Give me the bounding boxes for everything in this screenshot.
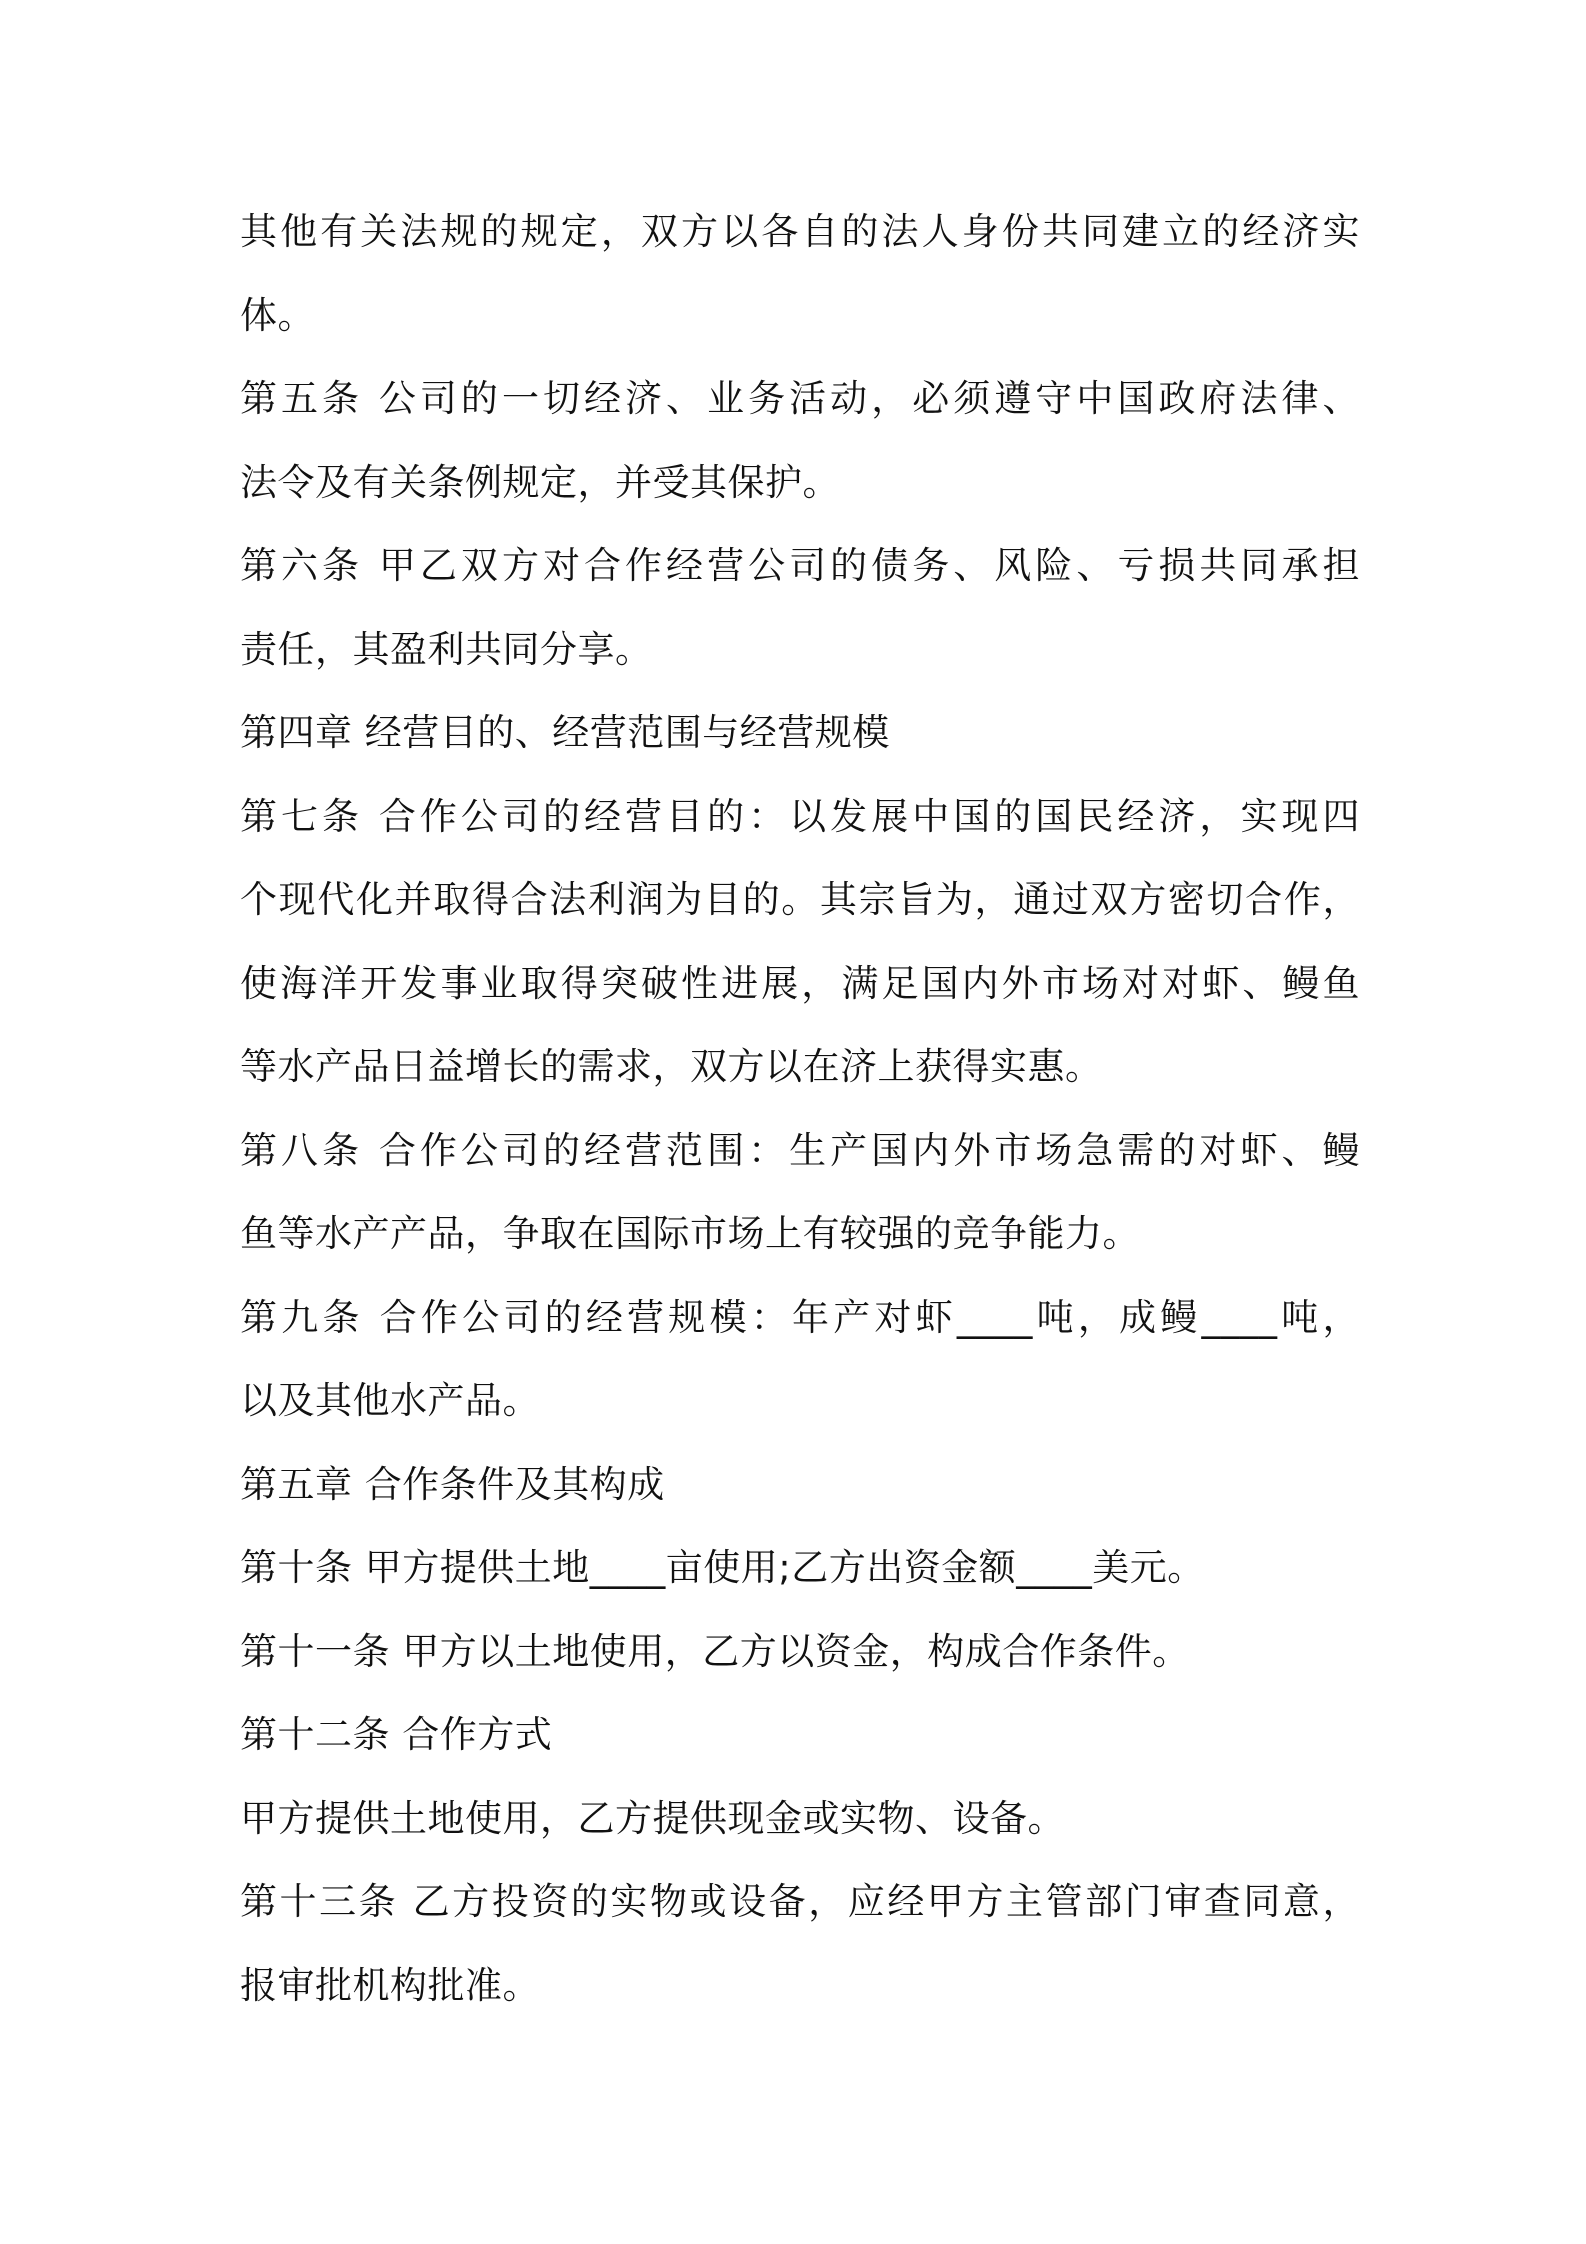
text-line: 报审批机构批准。: [240, 1963, 540, 2007]
text-line: 鱼等水产产品，争取在国际市场上有较强的竞争能力。: [240, 1212, 1140, 1255]
chapter-5-heading: 第五章 合作条件及其构成: [240, 1462, 665, 1506]
article-13-line: 第十三条 乙方投资的实物或设备，应经甲方主管部门审查同意，: [240, 1880, 1360, 1923]
text-line: 甲方提供土地使用，乙方提供现金或实物、设备。: [240, 1796, 1065, 1840]
text-line: 法令及有关条例规定，并受其保护。: [240, 460, 840, 504]
article-5-line: 第五条 公司的一切经济、业务活动，必须遵守中国政府法律、: [240, 377, 1360, 420]
document-body: [240, 190, 1360, 2027]
article-8-line: 第八条 合作公司的经营范围：生产国内外市场急需的对虾、鳗: [240, 1128, 1360, 1172]
text-line: 其他有关法规的规定，双方以各自的法人身份共同建立的经济实: [240, 210, 1360, 253]
text-line: 以及其他水产品。: [240, 1379, 540, 1422]
chapter-4-heading: 第四章 经营目的、经营范围与经营规模: [240, 711, 890, 754]
article-10-line: 第十条 甲方提供土地____亩使用;乙方出资金额____美元。: [240, 1546, 1205, 1589]
article-12-line: 第十二条 合作方式: [240, 1713, 553, 1756]
article-7-line: 第七条 合作公司的经营目的：以发展中国的国民经济，实现四: [240, 794, 1360, 838]
article-11-line: 第十一条 甲方以土地使用，乙方以资金，构成合作条件。: [240, 1629, 1190, 1673]
article-6-line: 第六条 甲乙双方对合作经营公司的债务、风险、亏损共同承担: [240, 544, 1360, 587]
text-line: 个现代化并取得合法利润为目的。其宗旨为，通过双方密切合作，: [240, 878, 1360, 921]
text-line: 体。: [240, 293, 315, 337]
text-line: 责任，其盈利共同分享。: [240, 627, 653, 671]
text-line: 等水产品日益增长的需求，双方以在济上获得实惠。: [240, 1045, 1103, 1088]
text-line: 使海洋开发事业取得突破性进展，满足国内外市场对对虾、鳗鱼: [240, 961, 1360, 1005]
article-9-line: 第九条 合作公司的经营规模：年产对虾____吨，成鳗____吨，: [240, 1295, 1360, 1339]
